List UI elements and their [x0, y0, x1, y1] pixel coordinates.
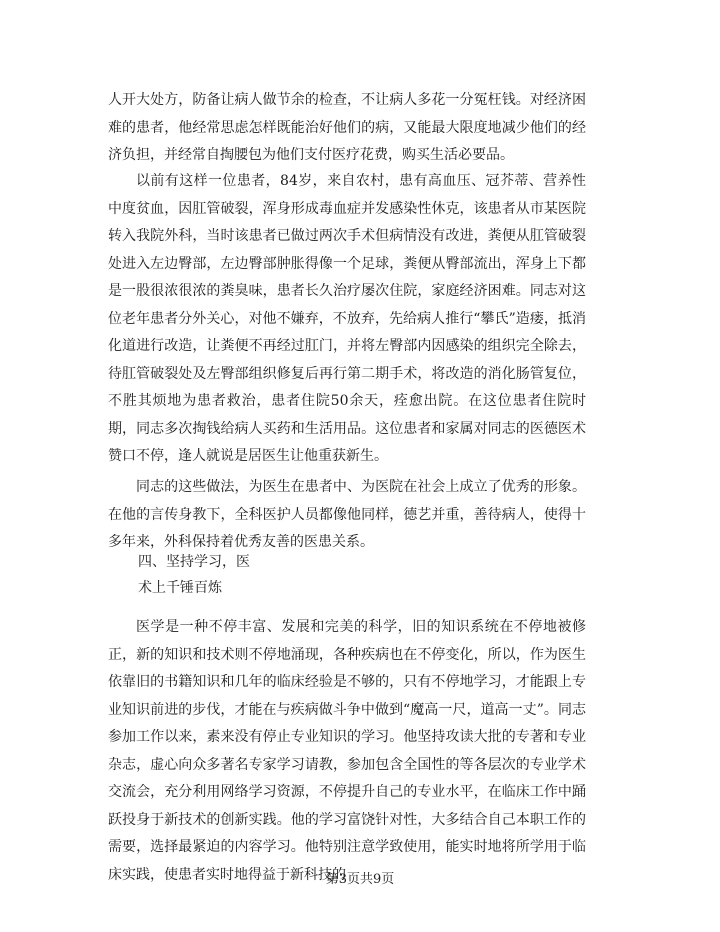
- paragraph-3: 同志的这些做法，为医生在患者中、为医院在社会上成立了优秀的形象。在他的言传身教下，全科医护人员都像他同样，德艺并重，善待病人，使得十多年来，外科保持着优秀友善的医患关系。: [108, 479, 586, 550]
- paragraph-1: 人开大处方，防备让病人做节余的检查，不让病人多花一分冤枉钱。对经济困难的患者，他经常思虑怎样既能治好他们的病，又能最大限度地减少他们的经济负担，并经常自掏腰包为他们支付医疗花费，购买生活必要品。: [108, 92, 586, 163]
- section-heading-line-2: 术上千锤百炼: [138, 580, 222, 596]
- section-heading-line-1: 四、坚持学习，医: [138, 554, 250, 570]
- paragraph-4: 医学是一种不停丰富、发展和完美的科学，旧的知识系统在不停地被修正，新的知识和技术则不停地涌现，各种疾病也在不停变化，所以，作为医生依靠旧的书籍知识和几年的临床经验是不够的，只有不停地学习，才能跟上专业知识前进的步伐，才能在与疾病做斗争中做到“魔高一尺，道高一丈”。同志参加工作以来，素来没有停止专业知识的学习。他坚持攻读大批的专著和专业杂志，虚心向众多著名专家学习请教，参加包含全国性的等各层次的专业学术交流会，充分利用网络学习资源，不停提升自己的专业水平，在临床工作中踊跃投身于新技术的创新实践。他的学习富饶针对性，大多结合自己本职工作的需要，选择最紧迫的内容学习。他特别注意学致使用，能实时地将所学用于临床实践，使患者实时地得益于新科技的: [108, 619, 586, 883]
- paragraph-2: 以前有这样一位患者，84岁，来自农村，患有高血压、冠芥蒂、营养性中度贫血，因肛管破裂，浑身形成毒血症并发感染性休克，该患者从市某医院转入我院外科，当时该患者已做过两次手术但病情没有改进，粪便从肛管破裂处进入左边臀部，左边臀部肿胀得像一个足球，粪便从臀部流出，浑身上下都是一股很浓很浓的粪臭味，患者长久治疗屡次住院，家庭经济困难。同志对这位老年患者分外关心，对他不嫌弃，不放弃，先给病人推行“攀氏”造瘘，抵消化道进行改造，让粪便不再经过肛门，并将左臀部内因感染的组织完全除去，待肛管破裂处及左臀部组织修复后再行第二期手术，将改造的消化肠管复位，不胜其烦地为患者救治，患者住院50余天，痊愈出院。在这位患者住院时期，同志多次掏钱给病人买药和生活用品。这位患者和家属对同志的医德医术赞口不停，逢人就说是居医生让他重获新生。: [108, 173, 586, 464]
- page-footer: 第3页共9页: [325, 872, 395, 887]
